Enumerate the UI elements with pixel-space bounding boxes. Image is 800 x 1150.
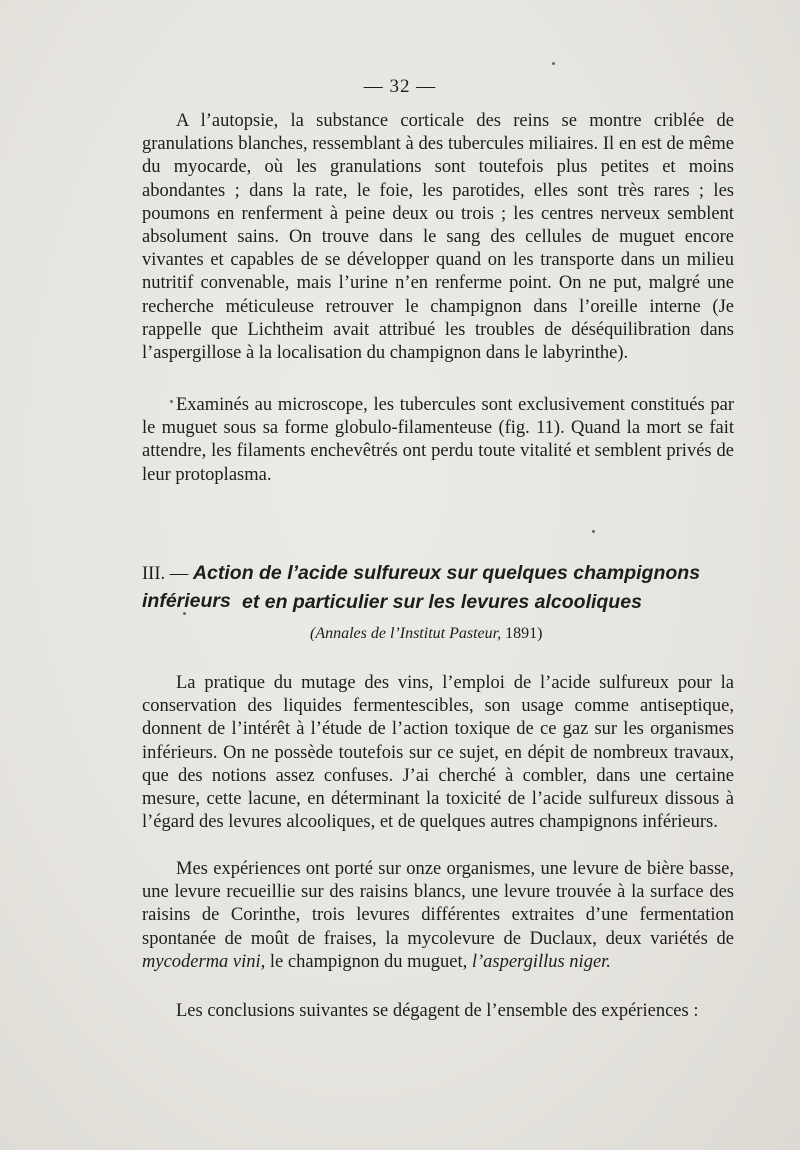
section-citation: [310, 625, 542, 643]
paper-speck: [170, 400, 173, 403]
organism-name-mycoderma: mycoderma vini,: [142, 951, 266, 972]
section-title-line1: Action de l’acide sulfureux sur quelques champignons inférieurs: [142, 562, 701, 612]
paragraph-text: A l’autopsie, la substance corticale des reins se montre criblée de granulations blanches, ressemblant à des tubercules miliaires. Il en est de même du myocarde, où les granulations sont toutefois plus petites et moins abondantes ; dans la rate, le foie, les parotides, elles sont très rares ; les poumons en renferment à peine deux ou trois ; les centres nerveux semblent absolument sains. On trouve dans le sang des cellules de muguet encore vivantes et capables de se développer quand on les transporte dans un milieu nutritif convenable, mais l’urine n’en renferme point. On ne put, malgré une recherche méticuleuse retrouver le champignon dans l’oreille interne (Je rappelle que Lichtheim avait attribué les troubles de déséquilibration dans l’aspergillose à la localisation du champignon dans le labyrinthe).: [142, 111, 734, 364]
page-number: — 32 —: [363, 76, 437, 97]
section-heading-continued: [242, 589, 800, 616]
paper-speck: [552, 62, 555, 65]
organism-name-aspergillus: l’aspergillus niger.: [471, 951, 611, 972]
section-title-line2: et en particulier sur les levures alcooliques: [242, 591, 642, 613]
paragraph-experiences: [142, 858, 734, 974]
paragraph-microscope: [142, 394, 734, 487]
paragraph-mutage: [142, 672, 734, 834]
citation-journal: (Annales de l’Institut Pasteur,: [310, 625, 502, 642]
paragraph-conclusions: [142, 1000, 734, 1023]
section-numeral: III. —: [142, 564, 189, 584]
paper-speck: [592, 530, 595, 533]
citation-year: 1891): [505, 625, 543, 642]
paragraph-autopsy: [142, 110, 734, 365]
paragraph-segment: le champignon du muguet,: [269, 951, 468, 972]
paragraph-segment: Mes expériences ont porté sur onze organismes, une levure de bière basse, une levure recueillie sur des raisins blancs, une levure trouvée à la surface des raisins de Corinthe, trois levures différentes extraites d’une fermentation spontanée de moût de fraises, la mycolevure de Duclaux, deux variétés de: [142, 859, 734, 949]
paragraph-text: Examinés au microscope, les tubercules sont exclusivement constitués par le muguet sous sa forme globulo-filamenteuse (fig. 11). Quand la mort se fait attendre, les filaments enchevêtrés ont perdu toute vitalité et semblent privés de leur protoplasma.: [142, 395, 734, 485]
paragraph-text: La pratique du mutage des vins, l’emploi de l’acide sulfureux pour la conservation des liquides fermentescibles, son usage comme antiseptique, donnent de l’intérêt à l’étude de l’action toxique de ce gaz sur les organismes inférieurs. On ne possède toutefois sur ce sujet, en dépit de nombreux travaux, que des notions assez confuses. J’ai cherché à combler, dans une certaine mesure, cette lacune, en déterminant la toxicité de l’acide sulfureux dissous à l’égard des levures alcooliques, et de quelques autres champignons inférieurs.: [142, 673, 734, 833]
paragraph-text: Les conclusions suivantes se dégagent de l’ensemble des expériences :: [176, 1001, 699, 1021]
paper-speck: [183, 612, 186, 615]
paragraph-text: [142, 858, 734, 974]
